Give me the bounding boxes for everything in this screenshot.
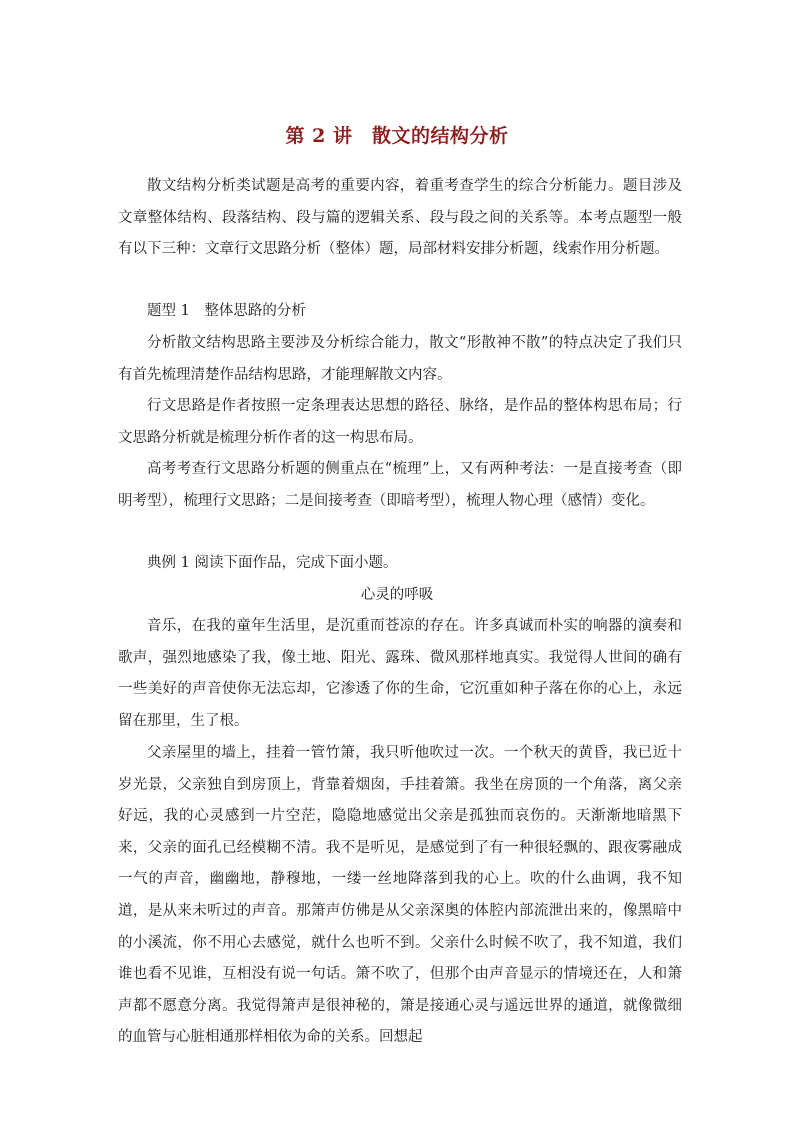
example-heading: 典例 1 阅读下面作品，完成下面小题。 xyxy=(147,555,398,571)
type1-paragraph-1: 分析散文结构思路主要涉及分析综合能力，散文“形散神不散”的特点决定了我们只有首先梳理清楚作品结构思路，才能理解散文内容。 xyxy=(118,335,682,383)
intro-paragraph: 散文结构分析类试题是高考的重要内容，着重考查学生的综合分析能力。题目涉及文章整体结构、段落结构、段与篇的逻辑关系、段与段之间的关系等。本考点题型一般有以下三种：文章行文思路分析（整体）题，局部材料安排分析题，线索作用分析题。 xyxy=(118,178,682,258)
type1-paragraph-3: 高考考查行文思路分析题的侧重点在“梳理”上，又有两种考法：一是直接考查（即明考型），梳理行文思路；二是间接考查（即暗考型），梳理人物心理（感情）变化。 xyxy=(118,461,682,509)
article-paragraph-2: 父亲屋里的墙上，挂着一管竹箫，我只听他吹过一次。一个秋天的黄昏，我已近十岁光景，父亲独自到房顶上，背靠着烟囱，手挂着箫。我坐在房顶的一个角落，离父亲好远，我的心灵感到一片空茫，隐隐地感觉出父亲是孤独而哀伤的。天渐渐地暗黑下来，父亲的面孔已经模糊不清。我不是听见，是感觉到了有一种很轻飘的、跟夜雾融成一气的声音，幽幽地，静穆地，一缕一丝地降落到我的心上。吹的什么曲调，我不知道，是从来未听过的声音。那箫声仿佛是从父亲深奥的体腔内部流泄出来的，像黑暗中的小溪流，你不用心去感觉，就什么也听不到。父亲什么时候不吹了，我不知道，我们谁也看不见谁，互相没有说一句话。箫不吹了，但那个由声音显示的情境还在，人和箫声都不愿意分离。我觉得箫声是很神秘的，箫是接通心灵与遥远世界的通道，就像微细的血管与心脏相通那样相依为命的关系。回想起 xyxy=(118,745,682,1046)
article-paragraph-1: 音乐，在我的童年生活里，是沉重而苍凉的存在。许多真诚而朴实的响器的演奏和歌声，强烈地感染了我，像土地、阳光、露珠、微风那样地真实。我觉得人世间的确有一些美好的声音使你无法忘却，它渗透了你的生命，它沉重如种子落在你的心上，永远留在那里，生了根。 xyxy=(118,618,682,729)
lecture-title: 第 2 讲 散文的结构分析 xyxy=(285,125,509,147)
type1-paragraph-2: 行文思路是作者按照一定条理表达思想的路径、脉络，是作品的整体构思布局；行文思路分析就是梳理分析作者的这一构思布局。 xyxy=(118,398,682,446)
article-title: 心灵的呼吸 xyxy=(360,587,434,603)
type1-heading: 题型 1 整体思路的分析 xyxy=(147,303,306,319)
